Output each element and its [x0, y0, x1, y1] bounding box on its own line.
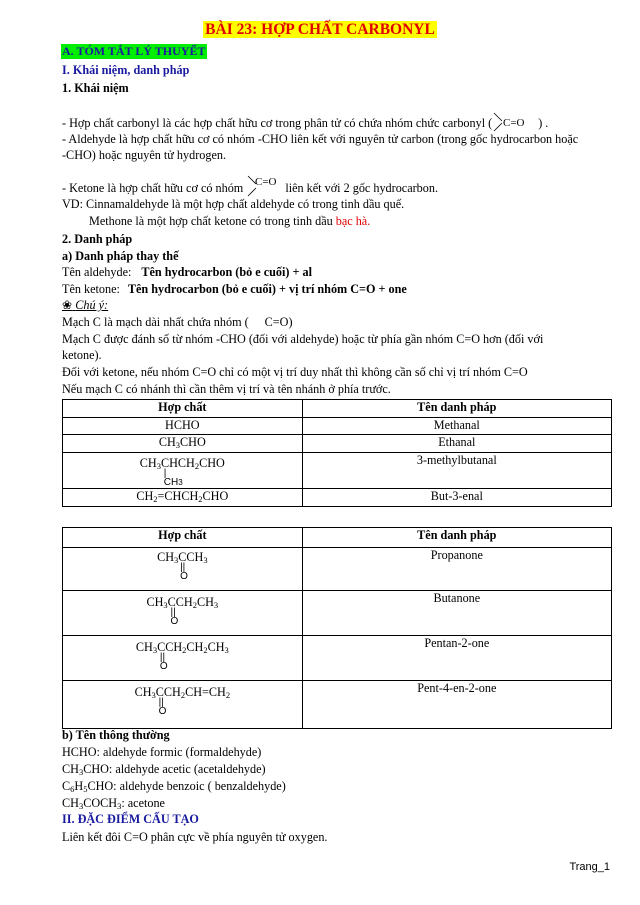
compound-name: Pent-4-en-2-one — [302, 681, 611, 729]
carbonyl-definition: - Hợp chất carbonyl là các hợp chất hữu cơ trong phân tử có chứa nhóm chức carbonyl ( C=O ) . — [62, 115, 548, 131]
subsection-2-heading: 2. Danh pháp — [62, 232, 133, 246]
svg-text:C=O: C=O — [255, 176, 277, 189]
subsection-1-heading: 1. Khái niệm — [62, 81, 129, 95]
compound-formula: HCHO — [63, 418, 303, 435]
note-4: Nếu mạch C có nhánh thì cần thêm vị trí và tên nhánh ở phía trước. — [62, 382, 391, 396]
compound-formula: $CH_3CCH_3$ || O — [63, 548, 303, 591]
note-1: Mạch C là mạch dài nhất chứa nhóm ( C=O) — [62, 315, 293, 329]
page-number: Trang_1 — [569, 861, 610, 873]
ketone-naming-table — [62, 527, 612, 729]
page-title: BÀI 23: HỢP CHẤT CARBONYL — [205, 21, 435, 38]
common-name-1: HCHO: aldehyde formic (formaldehyde) — [62, 745, 262, 759]
compound-name: Butanone — [302, 591, 611, 636]
common-name-2: $CH_3CHO$: aldehyde acetic (acetaldehyde) — [62, 762, 266, 777]
compound-formula: $CH_3CCH_2CH_2CH_3$ || O — [63, 636, 303, 681]
compound-name: Propanone — [302, 548, 611, 591]
subsection-2b-heading: b) Tên thông thường — [62, 728, 170, 742]
example-2: Methone là một hợp chất ketone có trong tinh dầu bạc hà. — [89, 214, 371, 228]
example-1: VD: Cinnamaldehyde là một hợp chất aldehyde có trong tinh dầu quế. — [62, 197, 405, 211]
carbonyl-group-icon — [492, 117, 538, 131]
carbonyl-group-icon — [246, 176, 282, 196]
aldehyde-naming-rule: Tên aldehyde: Tên hydrocarbon (bỏ e cuối) + al — [62, 265, 312, 279]
ketone-naming-rule: Tên ketone: Tên hydrocarbon (bỏ e cuối) + vị trí nhóm C=O + one — [62, 282, 407, 296]
section-2-heading: II. ĐẶC ĐIỂM CẤU TẠO — [62, 812, 199, 826]
table-header: Hợp chất — [63, 400, 303, 418]
svg-text:C=O: C=O — [503, 117, 525, 130]
note-2: Mạch C được đánh số từ nhóm -CHO (đối với aldehyde) hoặc từ phía gần nhóm C=O hơn (đối với — [62, 332, 544, 346]
compound-name: 3-methylbutanal — [302, 453, 611, 489]
compound-formula: $CH_3CCH_2CH_3$ || O — [63, 591, 303, 636]
ketone-definition: - Ketone là hợp chất hữu cơ có nhóm C=O liên kết với 2 gốc hydrocarbon. — [62, 176, 439, 195]
note-heading: ❀ Chú ý: — [62, 298, 109, 312]
aldehyde-definition: - Aldehyde là hợp chất hữu cơ có nhóm -CHO liên kết với nguyên tử carbon (trong gốc hydrocarbon hoặc — [62, 132, 579, 146]
section-a-heading: A. TÓM TẮT LÝ THUYẾT — [62, 44, 206, 58]
compound-name: But-3-enal — [302, 489, 611, 507]
structure-paragraph: Liên kết đôi C=O phân cực về phía nguyên tử oxygen. — [62, 830, 328, 844]
table-header: Tên danh pháp — [302, 528, 611, 548]
note-2-cont: ketone). — [62, 348, 102, 362]
common-name-4: $CH_3COCH_3$: acetone — [62, 796, 165, 811]
compound-formula: $CH_3CHO$ — [63, 435, 303, 453]
section-1-heading: I. Khái niệm, danh pháp — [62, 63, 190, 77]
compound-formula: $CH_3CCH_2CH=CH_2$ || O — [63, 681, 303, 729]
compound-formula: $CH_3CHCH_2CHO$ | CH3 — [63, 453, 303, 489]
table-header: Hợp chất — [63, 528, 303, 548]
compound-name: Methanal — [302, 418, 611, 435]
compound-name: Ethanal — [302, 435, 611, 453]
compound-name: Pentan-2-one — [302, 636, 611, 681]
aldehyde-definition-cont: -CHO) hoặc nguyên tử hydrogen. — [62, 148, 226, 162]
note-3: Đối với ketone, nếu nhóm C=O chỉ có một vị trí duy nhất thì không cần số chỉ vị trí nhóm C=O — [62, 365, 528, 379]
compound-formula: $CH_2=CHCH_2CHO$ — [63, 489, 303, 507]
table-header: Tên danh pháp — [302, 400, 611, 418]
subsection-2a-heading: a) Danh pháp thay thế — [62, 249, 179, 263]
common-name-3: $C_6H_5CHO$: aldehyde benzoic ( benzaldehyde) — [62, 779, 286, 794]
flower-icon: ❀ — [62, 298, 73, 312]
aldehyde-naming-table — [62, 399, 612, 507]
